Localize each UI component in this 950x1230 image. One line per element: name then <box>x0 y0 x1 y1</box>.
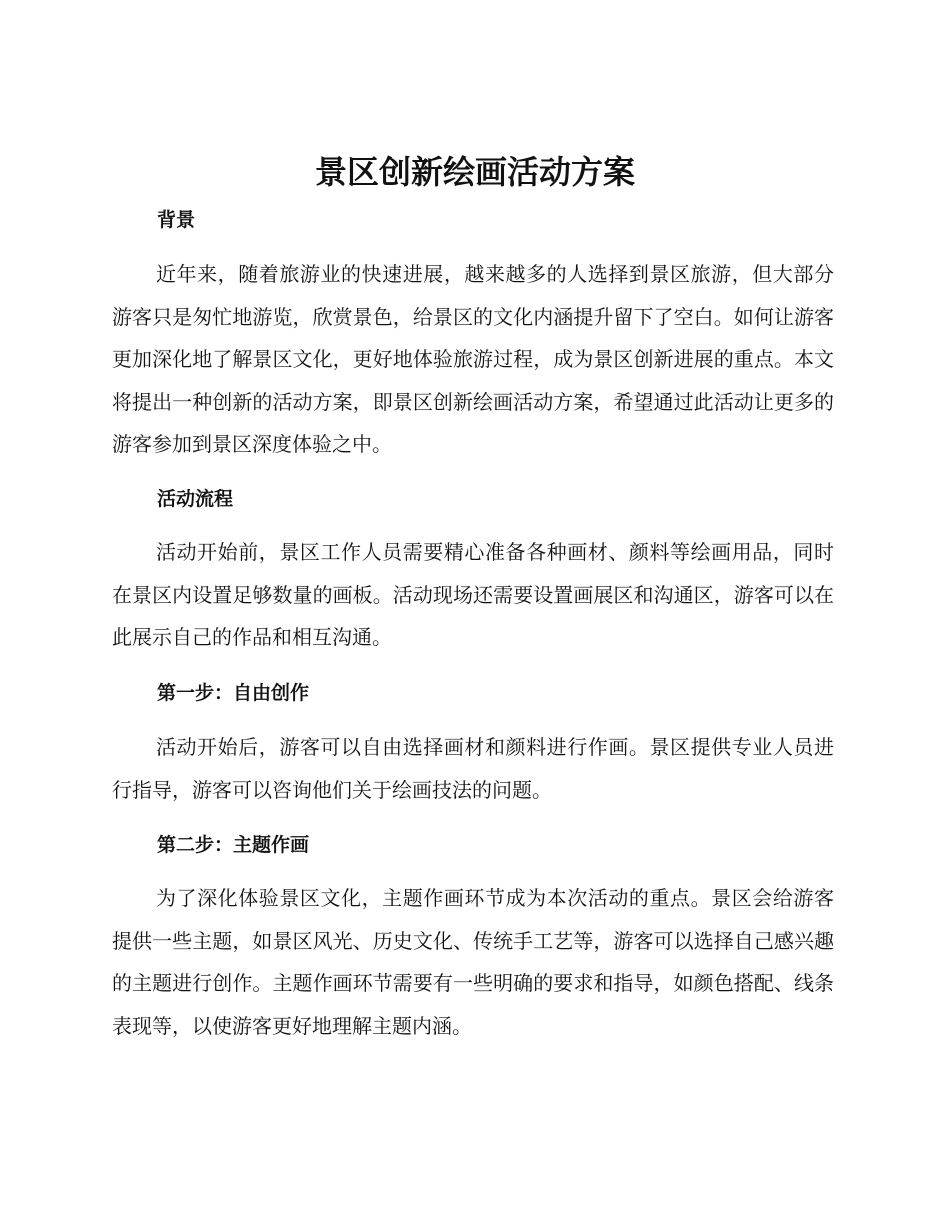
section-paragraph-background: 近年来，随着旅游业的快速进展，越来越多的人选择到景区旅游，但大部分游客只是匆忙地游览，欣赏景色，给景区的文化内涵提升留下了空白。如何让游客更加深化地了解景区文化，更好地体验旅游过程，成为景区创新进展的重点。本文将提出一种创新的活动方案，即景区创新绘画活动方案，希望通过此活动让更多的游客参加到景区深度体验之中。 <box>112 262 834 456</box>
document-title: 景区创新绘画活动方案 <box>314 153 635 191</box>
section-paragraph-process: 活动开始前，景区工作人员需要精心准备各种画材、颜料等绘画用品，同时在景区内设置足够数量的画板。活动现场还需要设置画展区和沟通区，游客可以在此展示自己的作品和相互沟通。 <box>112 540 834 649</box>
section-paragraph-step-two: 为了深化体验景区文化，主题作画环节成为本次活动的重点。景区会给游客提供一些主题，如景区风光、历史文化、传统手工艺等，游客可以选择自己感兴趣的主题进行创作。主题作画环节需要有一些明确的要求和指导，如颜色搭配、线条表现等，以使游客更好地理解主题内涵。 <box>112 886 834 1038</box>
section-heading-process: 活动流程 <box>157 488 234 510</box>
section-heading-background: 背景 <box>157 209 196 231</box>
section-heading-step-two: 第二步：主题作画 <box>157 834 310 856</box>
section-heading-step-one: 第一步：自由创作 <box>157 682 310 704</box>
section-paragraph-step-one: 活动开始后，游客可以自由选择画材和颜料进行作画。景区提供专业人员进行指导，游客可以咨询他们关于绘画技法的问题。 <box>112 735 834 802</box>
